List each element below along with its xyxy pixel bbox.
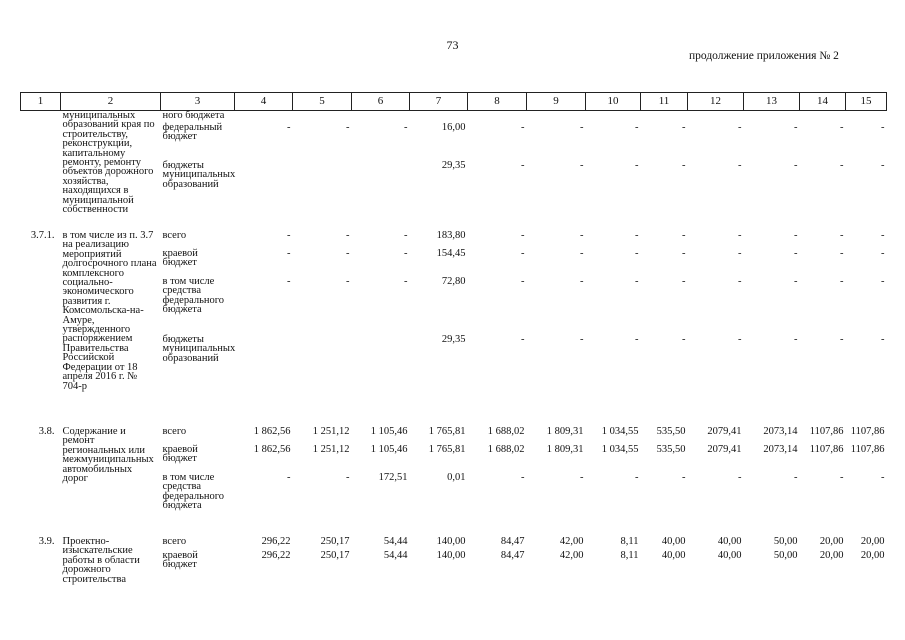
value: 1 688,02 [487,426,525,437]
value: 8,11 [620,536,639,547]
value: - [521,276,525,287]
value: 1 251,12 [312,426,350,437]
col-header: 10 [586,93,641,111]
value-cell [352,427,410,531]
value: - [794,276,798,287]
value-cell [586,537,641,584]
value: - [840,276,844,287]
value-cell [235,427,293,531]
value-cell [800,111,846,232]
value: - [881,276,885,287]
funding-source: ного бюджета [162,110,225,121]
value-cell [410,537,468,584]
value: - [580,472,584,483]
funding-source-cell [161,111,235,232]
table-row [21,537,887,584]
col-header: 14 [800,93,846,111]
funding-source: в том числе средства федерального бюджета [162,276,225,316]
value-cell [527,111,586,232]
value: - [794,230,798,241]
continuation-note: продолжение приложения № 2 [689,50,839,62]
value: 40,00 [661,536,686,547]
value-cell [744,231,800,421]
value: - [287,472,291,483]
funding-source-cell [161,537,235,584]
value: - [682,472,686,483]
value: 72,80 [441,276,466,287]
value-cell [586,427,641,531]
value: 2073,14 [763,426,798,437]
value-cell [744,427,800,531]
value: - [635,230,639,241]
value-cell [688,111,744,232]
value: - [682,248,686,259]
value: 29,35 [441,334,466,345]
value: 20,00 [860,550,885,561]
value [237,111,291,123]
col-header: 15 [846,93,887,111]
value: - [840,472,844,483]
value: - [580,160,584,171]
value [470,111,525,123]
value: - [840,334,844,345]
value [354,161,408,231]
funding-source: краевой бюджет [162,550,198,571]
value-cell [641,231,688,421]
value-cell [235,111,293,232]
value-cell [235,231,293,421]
col-header: 7 [410,93,468,111]
value: 1107,86 [809,426,844,437]
funding-source: всего [162,536,187,547]
value: - [881,472,885,483]
value-cell [688,537,744,584]
value: - [682,334,686,345]
value: - [881,122,885,133]
value: 535,50 [656,426,686,437]
value: 84,47 [500,550,525,561]
value: 1107,86 [809,444,844,455]
value: 29,35 [441,160,466,171]
value-cell [641,537,688,584]
value-cell [410,427,468,531]
value: - [738,248,742,259]
value-cell [846,537,887,584]
funding-source: краевой бюджет [162,248,198,269]
value [354,335,408,421]
value: - [580,248,584,259]
value: - [840,230,844,241]
funding-source: федеральный бюджет [162,122,223,143]
value: 40,00 [717,550,742,561]
value: - [521,122,525,133]
funding-source: всего [162,426,187,437]
col-header: 4 [235,93,293,111]
value: - [738,160,742,171]
row-title: муниципальных образований края по строительству, реконструкции, капитальному ремонту, ремонту объектов дорожного хозяйства, находящихся в муниципальной собственности [62,110,155,216]
value: - [682,230,686,241]
value: - [635,472,639,483]
value [237,335,291,421]
value: 2079,41 [707,426,742,437]
value-cell [468,537,527,584]
col-header: 3 [161,93,235,111]
budget-table [20,92,887,584]
value: - [682,160,686,171]
value: - [346,248,350,259]
funding-source-cell [161,231,235,421]
value: 20,00 [819,550,844,561]
value-cell [527,231,586,421]
value: 40,00 [661,550,686,561]
value: 20,00 [819,536,844,547]
value: 42,00 [559,536,584,547]
value: - [346,122,350,133]
value-cell [744,111,800,232]
value: - [521,472,525,483]
value: 1 765,81 [428,426,466,437]
value: - [287,248,291,259]
row-code: 3.8. [38,426,55,437]
value-cell [410,231,468,421]
value-cell [527,537,586,584]
value-cell [235,537,293,584]
value: - [580,122,584,133]
value: - [580,230,584,241]
value: - [521,334,525,345]
value: 16,00 [441,122,466,133]
row-title: Содержание и ремонт региональных или межмуниципальных автомобильных дорог [62,426,154,485]
funding-source-cell [161,427,235,531]
value: 1 105,46 [370,444,408,455]
value: - [287,230,291,241]
value: - [682,122,686,133]
value: - [840,248,844,259]
value-cell [293,111,352,232]
value: 1 862,56 [253,426,291,437]
page-number: 73 [446,38,459,52]
funding-source: всего [162,230,187,241]
value-cell [468,231,527,421]
value: - [287,122,291,133]
value: - [738,472,742,483]
value-cell [352,537,410,584]
value: 172,51 [378,472,408,483]
value: - [635,334,639,345]
value: - [881,248,885,259]
table-row [21,231,887,421]
value-cell [468,111,527,232]
value: 2079,41 [707,444,742,455]
value [848,111,885,123]
value: - [346,472,350,483]
value: - [881,230,885,241]
value: 1 251,12 [312,444,350,455]
value: - [287,276,291,287]
value-cell [744,537,800,584]
value: - [840,122,844,133]
value: - [635,276,639,287]
value: 1 862,56 [253,444,291,455]
value-cell [352,111,410,232]
value: - [682,276,686,287]
value: 296,22 [261,536,291,547]
value: - [346,230,350,241]
value: - [635,160,639,171]
value: 1 105,46 [370,426,408,437]
value: - [404,248,408,259]
value: 1 809,31 [546,444,584,455]
value [295,335,350,421]
value-cell [641,427,688,531]
value: - [521,160,525,171]
value: - [635,248,639,259]
col-header: 9 [527,93,586,111]
value: - [738,334,742,345]
value: - [738,230,742,241]
col-header: 11 [641,93,688,111]
col-header: 5 [293,93,352,111]
value: 154,45 [436,248,466,259]
value-cell [293,537,352,584]
header-row [21,93,887,111]
value [746,111,798,123]
value: 296,22 [261,550,291,561]
value-cell [641,111,688,232]
row-title: в том числе из п. 3.7 на реализацию мероприятий долгосрочного плана комплексного социально-экономического развития г. Комсомольска-на-Амуре, утвержденного распоряжением Правительства Российской Федерации от 18 апреля 2016 г. № 704-р [62,230,157,392]
value-cell [800,231,846,421]
value-cell [293,231,352,421]
value: 140,00 [436,550,466,561]
value: 1107,86 [850,426,885,437]
value: 84,47 [500,536,525,547]
funding-source: в том числе средства федерального бюджета [162,472,225,512]
value: - [794,122,798,133]
value: - [840,160,844,171]
value: - [881,160,885,171]
value-cell [293,427,352,531]
value [354,111,408,123]
value: 1107,86 [850,444,885,455]
funding-source: краевой бюджет [162,444,198,465]
value: 40,00 [717,536,742,547]
value [237,161,291,231]
value-cell [352,231,410,421]
value: 50,00 [773,536,798,547]
value: - [794,334,798,345]
value: 1 688,02 [487,444,525,455]
value-cell [586,231,641,421]
value-cell [846,427,887,531]
value [529,111,584,123]
col-header: 6 [352,93,410,111]
value: - [738,122,742,133]
value: 54,44 [383,536,408,547]
row-code: 3.9. [38,536,55,547]
value: 20,00 [860,536,885,547]
table-body [21,111,887,585]
value: - [580,334,584,345]
value: - [346,276,350,287]
value: 2073,14 [763,444,798,455]
value: 250,17 [320,536,350,547]
value: - [521,248,525,259]
value: - [794,472,798,483]
value: 54,44 [383,550,408,561]
value-cell [527,427,586,531]
row-title: Проектно-изыскательские работы в области дорожного строительства [62,536,140,585]
value: 8,11 [620,550,639,561]
value: 42,00 [559,550,584,561]
value [643,111,686,123]
value-cell [846,231,887,421]
value: - [738,276,742,287]
value: 1 809,31 [546,426,584,437]
value: 1 034,55 [601,444,639,455]
col-header: 2 [61,93,161,111]
value: - [404,276,408,287]
value: - [404,122,408,133]
value-cell [846,111,887,232]
row-code: 3.7.1. [30,230,55,241]
value-cell [800,427,846,531]
value-cell [410,111,468,232]
col-header: 13 [744,93,800,111]
value: 0,01 [447,472,466,483]
value [295,111,350,123]
value: 1 765,81 [428,444,466,455]
value: 183,80 [436,230,466,241]
value [802,111,844,123]
value: - [580,276,584,287]
table-row [21,427,887,531]
value-cell [586,111,641,232]
value [588,111,639,123]
value: 50,00 [773,550,798,561]
table-row [21,111,887,232]
value: 535,50 [656,444,686,455]
funding-source: бюджеты муниципальных образований [162,160,236,190]
funding-source: бюджеты муниципальных образований [162,334,236,364]
value [690,111,742,123]
col-header: 8 [468,93,527,111]
value: 1 034,55 [601,426,639,437]
value: - [794,160,798,171]
value-cell [688,427,744,531]
value: - [521,230,525,241]
col-header: 1 [21,93,61,111]
value-cell [688,231,744,421]
col-header: 12 [688,93,744,111]
value: - [794,248,798,259]
value: 140,00 [436,536,466,547]
value: - [881,334,885,345]
value-cell [468,427,527,531]
value: 250,17 [320,550,350,561]
value [295,161,350,231]
row-code [21,111,61,232]
value: - [404,230,408,241]
value: - [635,122,639,133]
value-cell [800,537,846,584]
